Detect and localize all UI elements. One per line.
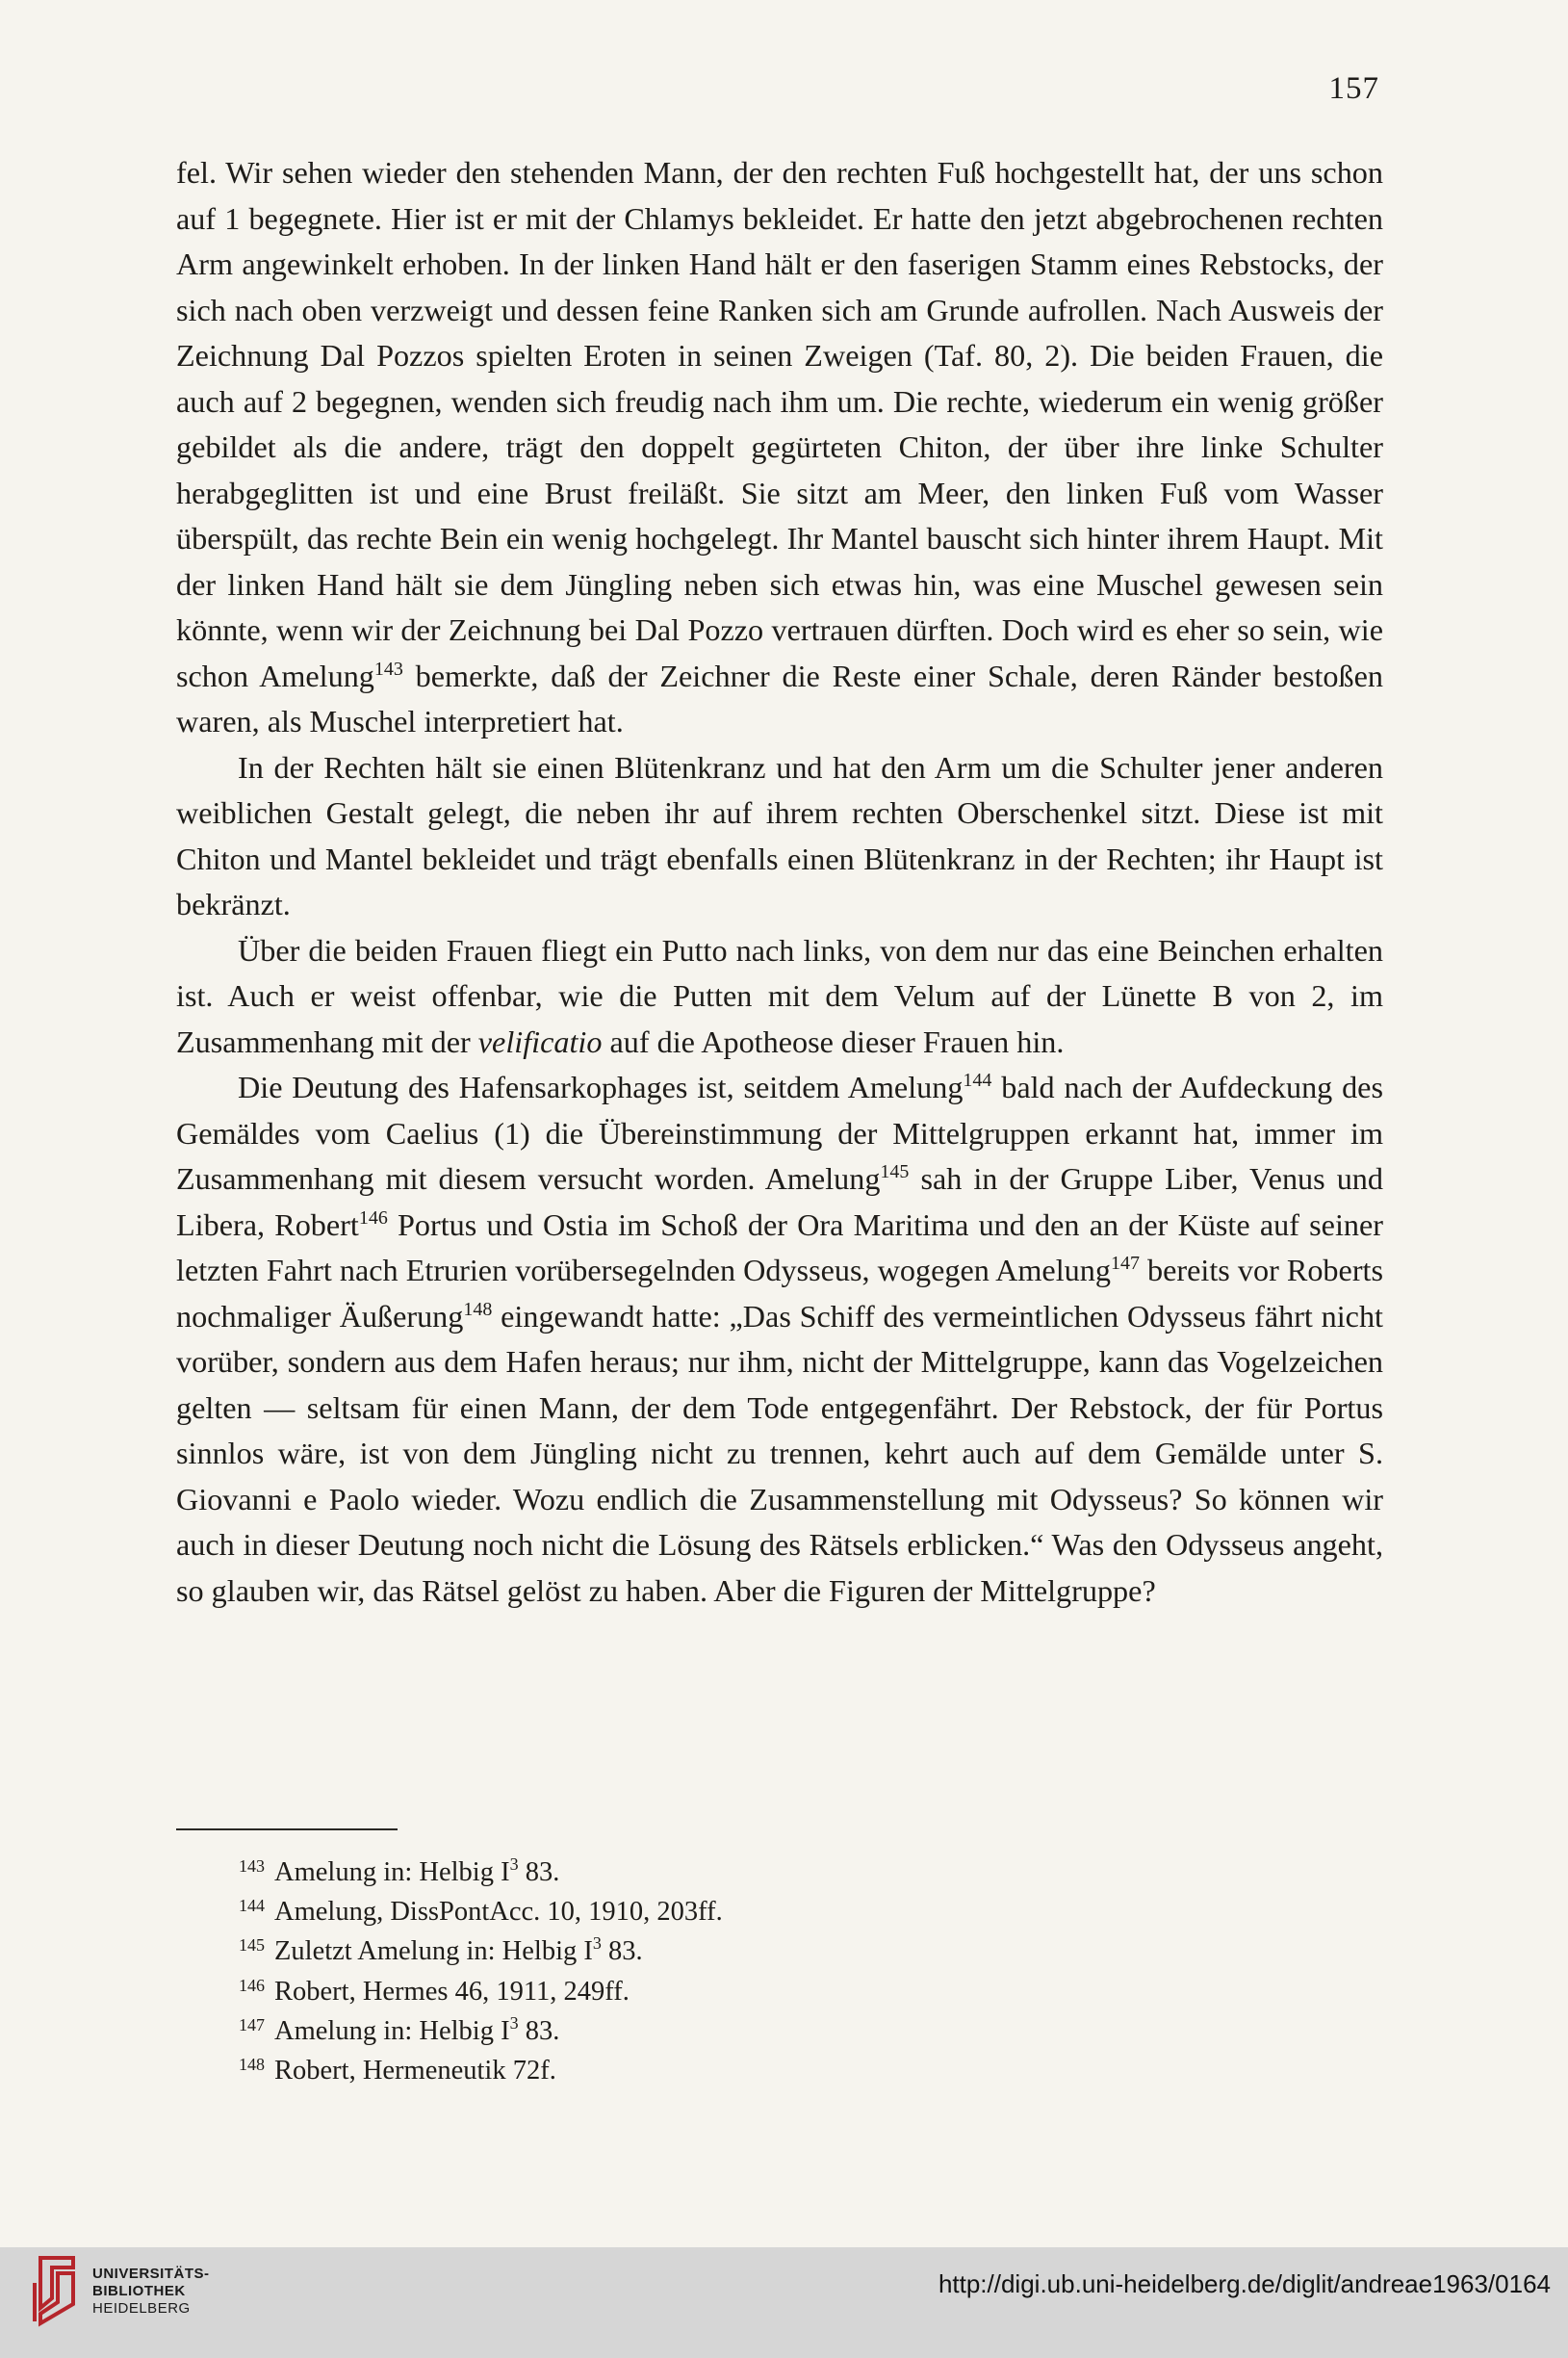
footnote-number: 146 — [239, 1975, 265, 1995]
footnote-number: 148 — [239, 2055, 265, 2075]
text-run: sah in der Gruppe Liber, Venus und Libera, Robert — [176, 1161, 1383, 1242]
text-run: bald nach der Aufdeckung des Gemäldes vom Caelius (1) die Übereinstimmung der Mittelgruppen erkannt hat, immer im Zusammenhang mit diesem versucht worden. Amelung — [176, 1070, 1383, 1196]
source-url-link[interactable]: http://digi.ub.uni-heidelberg.de/diglit/andreae1963/0164 — [938, 2269, 1551, 2298]
university-library-logo-icon — [31, 2254, 83, 2327]
footnote-number: 147 — [239, 2014, 265, 2034]
footnote — [239, 1931, 1298, 1971]
footnote-edition-superscript: 3 — [509, 2012, 519, 2033]
footnote-divider — [176, 1828, 398, 1830]
footnote-text: Zuletzt Amelung in: Helbig I — [274, 1936, 593, 1967]
footer-bar — [0, 2247, 1568, 2358]
library-name-line: BIBLIOTHEK — [92, 2283, 186, 2299]
footnote-number: 144 — [239, 1896, 265, 1916]
footnote-reference: 147 — [1110, 1253, 1140, 1274]
footnote — [239, 1853, 1298, 1892]
footnote-edition-superscript: 3 — [592, 1933, 602, 1954]
footnote-text: Robert, Hermes 46, 1911, 249ff. — [274, 1976, 630, 2007]
footnote-reference: 144 — [963, 1070, 992, 1091]
library-name-line: HEIDELBERG — [92, 2300, 191, 2317]
text-run: bemerkte, daß der Zeichner die Reste einer Schale, deren Ränder bestoßen waren, als Muschel interpretiert hat. — [176, 658, 1383, 738]
footnote-text: 83. — [601, 1936, 643, 1967]
footnote-text: 83. — [518, 2015, 560, 2046]
italic-term: velificatio — [477, 1024, 603, 1059]
text-run: auf die Apotheose dieser Frauen hin. — [602, 1024, 1065, 1059]
text-run: Portus und Ostia im Schoß der Ora Maritima und den an der Küste auf seiner letzten Fahrt nach Etrurien vorübersegelnden Odysseus, wogegen Amelung — [176, 1206, 1383, 1287]
footnote-reference: 143 — [373, 658, 403, 680]
text-run: In der Rechten hält sie einen Blütenkranz und hat den Arm um die Schulter jener anderen weiblichen Gestalt gelegt, die neben ihr auf ihrem rechten Oberschenkel sitzt. Diese ist mit Chiton und Mantel bekleidet und trägt ebenfalls einen Blütenkranz in der Rechten; ihr Haupt ist bekränzt. — [176, 749, 1383, 921]
footnote — [239, 1972, 1298, 2011]
footnote-reference: 145 — [880, 1161, 910, 1182]
body-text — [176, 150, 1383, 1614]
footnote-text: Robert, Hermeneutik 72f. — [274, 2056, 556, 2086]
footnote-text: Amelung in: Helbig I — [274, 2015, 510, 2046]
footnote-reference: 146 — [358, 1206, 388, 1229]
footnote-number: 145 — [239, 1935, 265, 1956]
text-run: fel. Wir sehen wieder den stehenden Mann, der den rechten Fuß hochgestellt hat, der uns schon auf 1 begegnete. Hier ist er mit der Chlamys bekleidet. Er hatte den jetzt abgebrochenen rechten Arm angewinkelt erhoben. In der linken Hand hält er den faserigen Stamm eines Rebstocks, der sich nach oben verzweigt und dessen feine Ranken sich am Grunde aufrollen. Nach Ausweis der Zeichnung Dal Pozzos spielten Eroten in seinen Zweigen (Taf. 80, 2). Die beiden Frauen, die auch auf 2 begegnen, wenden sich freudig nach ihm um. Die rechte, wiederum ein wenig größer gebildet als die andere, trägt den doppelt gegürteten Chiton, der über ihre linke Schulter herabgeglitten ist und eine Brust freiläßt. Sie sitzt am Meer, den linken Fuß vom Wasser überspült, das rechte Bein ein wenig hochgelegt. Ihr Mantel bauscht sich hinter ihrem Haupt. Mit der linken Hand hält sie dem Jüngling neben sich etwas hin, was eine Muschel gewesen sein könnte, wenn wir der Zeichnung bei Dal Pozzo vertrauen dürften. Doch wird es eher so sein, wie schon Amelung — [176, 155, 1383, 693]
footnote — [239, 2011, 1298, 2051]
text-run: Über die beiden Frauen fliegt ein Putto nach links, von dem nur das eine Beinchen erhalten ist. Auch er weist offenbar, wie die Putten mit dem Velum auf der Lünette B von 2, im Zusammenhang mit der — [176, 932, 1383, 1059]
text-run: Die Deutung des Hafensarkophages ist, seitdem Amelung — [238, 1070, 964, 1104]
footnote-number: 143 — [239, 1856, 265, 1876]
footnote-text: Amelung in: Helbig I — [274, 1857, 510, 1887]
footnote — [239, 2051, 1298, 2090]
paragraph — [176, 1065, 1383, 1614]
footnote-text: 83. — [518, 1857, 560, 1887]
footnote-text: Amelung, DissPontAcc. 10, 1910, 203ff. — [274, 1897, 723, 1928]
paragraph — [176, 745, 1383, 928]
footnote-reference: 148 — [463, 1298, 493, 1320]
paragraph — [176, 928, 1383, 1066]
page-number: 157 — [1328, 71, 1379, 106]
text-run: eingewandt hatte: „Das Schiff des vermeintlichen Odysseus fährt nicht vorüber, sondern aus dem Hafen heraus; nur ihm, nicht der Mittelgruppe, kann das Vogelzeichen gelten — seltsam für einen Mann, der dem Tode entgegenfährt. Der Rebstock, der für Portus sinnlos wäre, ist von dem Jüngling nicht zu trennen, kehrt auch auf dem Gemälde unter S. Giovanni e Paolo wieder. Wozu endlich die Zusammenstellung mit Odysseus? So können wir auch in dieser Deutung noch nicht die Lösung des Rätsels erblicken.“ Was den Odysseus angeht, so glauben wir, das Rätsel gelöst zu haben. Aber die Figuren der Mittelgruppe? — [176, 1298, 1383, 1608]
library-name — [92, 2266, 210, 2318]
text-run: bereits vor Roberts nochmaliger Äußerung — [176, 1253, 1384, 1334]
library-name-line: UNIVERSITÄTS- — [92, 2266, 210, 2282]
footnote-edition-superscript: 3 — [509, 1854, 519, 1874]
footnotes — [239, 1853, 1298, 2090]
paragraph — [176, 150, 1383, 745]
footnote — [239, 1892, 1298, 1931]
